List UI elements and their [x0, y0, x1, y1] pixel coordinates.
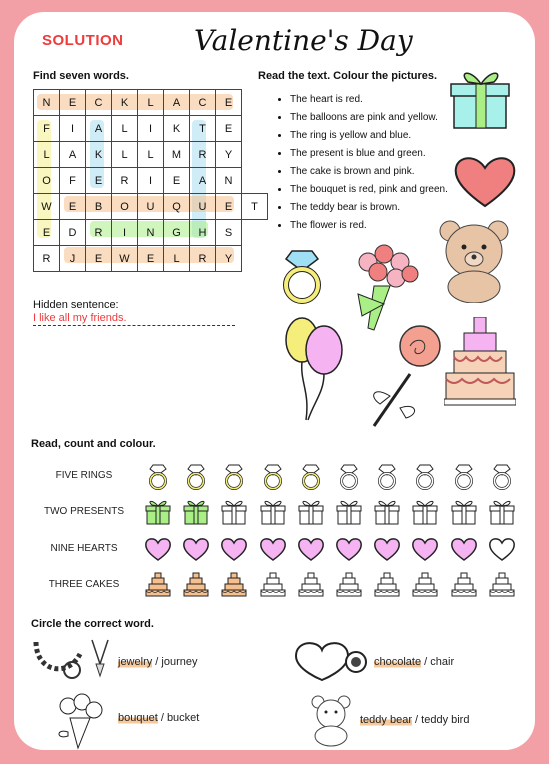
ring-icon[interactable]: [182, 462, 210, 490]
cake-icon[interactable]: [373, 571, 401, 599]
bouquet-outline-picture: [50, 692, 110, 750]
cake-icon[interactable]: [411, 571, 439, 599]
wrong-word[interactable]: bucket: [166, 712, 200, 724]
rose-picture[interactable]: [360, 324, 444, 430]
grid-cell[interactable]: D: [60, 220, 86, 246]
list-item: • The heart is red.: [290, 91, 448, 109]
grid-cell[interactable]: U: [190, 194, 216, 220]
grid-cell[interactable]: R: [34, 246, 60, 272]
cake-icon[interactable]: [297, 571, 325, 599]
grid-cell[interactable]: K: [164, 116, 190, 142]
grid-cell[interactable]: T: [242, 194, 268, 220]
ring-icon[interactable]: [297, 462, 325, 490]
grid-cell[interactable]: E: [216, 90, 242, 116]
list-item: • The teddy bear is brown.: [290, 199, 448, 217]
grid-cell[interactable]: I: [60, 116, 86, 142]
heart-icon[interactable]: [144, 535, 172, 563]
grid-cell[interactable]: I: [112, 220, 138, 246]
wrong-word[interactable]: teddy bird: [421, 714, 470, 726]
heart-picture[interactable]: [452, 152, 518, 210]
gift-icon[interactable]: [488, 498, 516, 526]
chocolate-box-picture: [292, 636, 372, 684]
grid-cell[interactable]: Q: [164, 194, 190, 220]
cake-icon[interactable]: [450, 571, 478, 599]
count-row-label: TWO PRESENTS: [43, 506, 124, 517]
grid-cell[interactable]: J: [60, 246, 86, 272]
gift-icon[interactable]: [411, 498, 439, 526]
correct-word[interactable]: jewelry: [118, 656, 153, 668]
ring-picture[interactable]: [278, 245, 326, 305]
grid-row: [34, 246, 268, 272]
grid-cell[interactable]: R: [190, 246, 216, 272]
wrong-word[interactable]: journey: [161, 656, 198, 668]
word-choice-bouquet[interactable]: [118, 712, 199, 724]
grid-cell[interactable]: R: [112, 168, 138, 194]
grid-cell[interactable]: O: [112, 194, 138, 220]
gift-icon[interactable]: [182, 498, 210, 526]
ring-icon[interactable]: [220, 462, 248, 490]
heart-icon[interactable]: [259, 535, 287, 563]
necklace-picture: [28, 632, 112, 680]
grid-row: [34, 168, 268, 194]
word-choice-teddy-bear[interactable]: [360, 714, 469, 726]
grid-cell[interactable]: I: [138, 116, 164, 142]
grid-cell[interactable]: A: [164, 90, 190, 116]
reading-list: [274, 91, 448, 235]
grid-cell[interactable]: A: [190, 168, 216, 194]
solution-label: SOLUTION: [42, 32, 124, 49]
grid-cell[interactable]: U: [138, 194, 164, 220]
hidden-sentence-label: Hidden sentence:: [33, 299, 119, 311]
worksheet: [14, 12, 535, 750]
grid-cell[interactable]: K: [112, 90, 138, 116]
gift-icon[interactable]: [335, 498, 363, 526]
wrong-word[interactable]: chair: [430, 656, 455, 668]
grid-row: [34, 142, 268, 168]
ring-icon[interactable]: [144, 462, 172, 490]
cake-icon[interactable]: [335, 571, 363, 599]
grid-cell[interactable]: B: [86, 194, 112, 220]
grid-cell[interactable]: E: [86, 168, 112, 194]
ring-icon[interactable]: [259, 462, 287, 490]
word-separator: /: [421, 656, 431, 668]
grid-row: [34, 194, 268, 220]
grid-cell[interactable]: C: [86, 90, 112, 116]
grid-cell[interactable]: E: [60, 90, 86, 116]
grid-cell[interactable]: L: [138, 90, 164, 116]
reading-header: Read the text. Colour the pictures.: [258, 70, 438, 82]
grid-row: [34, 90, 268, 116]
list-item: • The flower is red.: [290, 217, 448, 235]
cake-icon[interactable]: [220, 571, 248, 599]
grid-cell[interactable]: N: [34, 90, 60, 116]
grid-cell[interactable]: E: [34, 220, 60, 246]
grid-cell[interactable]: E: [138, 246, 164, 272]
list-item: • The ring is yellow and blue.: [290, 127, 448, 145]
grid-cell[interactable]: L: [164, 246, 190, 272]
cake-picture[interactable]: [444, 317, 516, 407]
count-row-label: FIVE RINGS: [55, 470, 113, 481]
grid-cell[interactable]: R: [86, 220, 112, 246]
word-separator: /: [152, 656, 162, 668]
grid-cell[interactable]: L: [112, 116, 138, 142]
grid-cell[interactable]: K: [86, 142, 112, 168]
count-row-label: THREE CAKES: [48, 579, 120, 590]
counting-header: Read, count and colour.: [31, 438, 156, 450]
cake-icon[interactable]: [259, 571, 287, 599]
count-row-label: NINE HEARTS: [50, 543, 118, 554]
page-title: Valentine's Day: [194, 24, 413, 57]
cake-icon[interactable]: [182, 571, 210, 599]
heart-icon[interactable]: [335, 535, 363, 563]
correct-word[interactable]: chocolate: [374, 656, 422, 668]
heart-icon[interactable]: [411, 535, 439, 563]
grid-cell[interactable]: T: [190, 116, 216, 142]
grid-cell[interactable]: R: [190, 142, 216, 168]
correct-word[interactable]: bouquet: [118, 712, 158, 724]
word-choice-jewelry[interactable]: [118, 656, 197, 668]
grid-cell[interactable]: Y: [216, 246, 242, 272]
grid-row: [34, 220, 268, 246]
heart-icon[interactable]: [450, 535, 478, 563]
correct-word[interactable]: teddy bear: [360, 714, 412, 726]
gift-icon[interactable]: [297, 498, 325, 526]
grid-cell[interactable]: W: [112, 246, 138, 272]
grid-cell[interactable]: W: [34, 194, 60, 220]
wordsearch-header: Find seven words.: [33, 70, 129, 82]
grid-cell[interactable]: A: [86, 116, 112, 142]
grid-cell[interactable]: N: [216, 168, 242, 194]
present-picture[interactable]: [450, 66, 512, 132]
grid-cell[interactable]: F: [34, 116, 60, 142]
gift-icon[interactable]: [220, 498, 248, 526]
grid-cell[interactable]: E: [216, 116, 242, 142]
word-separator: /: [157, 712, 167, 724]
grid-cell[interactable]: L: [112, 142, 138, 168]
heart-icon[interactable]: [182, 535, 210, 563]
ring-icon[interactable]: [450, 462, 478, 490]
grid-cell[interactable]: C: [190, 90, 216, 116]
teddy-bear-picture[interactable]: [432, 217, 516, 303]
heart-icon[interactable]: [297, 535, 325, 563]
balloons-picture[interactable]: [280, 312, 356, 422]
grid-cell[interactable]: E: [86, 246, 112, 272]
grid-cell[interactable]: Y: [216, 142, 242, 168]
grid-cell[interactable]: E: [164, 168, 190, 194]
grid-row: [34, 116, 268, 142]
gift-icon[interactable]: [450, 498, 478, 526]
grid-cell[interactable]: L: [138, 142, 164, 168]
word-search-grid: [33, 89, 268, 272]
ring-icon[interactable]: [373, 462, 401, 490]
grid-cell[interactable]: O: [34, 168, 60, 194]
cake-icon[interactable]: [488, 571, 516, 599]
gift-icon[interactable]: [373, 498, 401, 526]
grid-cell[interactable]: S: [216, 220, 242, 246]
bouquet-picture[interactable]: [344, 234, 426, 334]
ring-icon[interactable]: [488, 462, 516, 490]
list-item: • The balloons are pink and yellow.: [290, 109, 448, 127]
cake-icon[interactable]: [144, 571, 172, 599]
grid-cell[interactable]: E: [216, 194, 242, 220]
teddy-bear-outline-picture: [306, 692, 356, 748]
list-item: • The bouquet is red, pink and green.: [290, 181, 448, 199]
hidden-sentence-answer[interactable]: I like all my friends.: [33, 312, 235, 326]
grid-cell[interactable]: N: [138, 220, 164, 246]
word-separator: /: [411, 714, 422, 726]
grid-cell[interactable]: M: [164, 142, 190, 168]
heart-icon[interactable]: [220, 535, 248, 563]
word-choice-chocolate[interactable]: [374, 656, 454, 668]
circle-header: Circle the correct word.: [31, 618, 154, 630]
list-item: • The present is blue and green.: [290, 145, 448, 163]
grid-cell[interactable]: A: [60, 142, 86, 168]
ring-icon[interactable]: [411, 462, 439, 490]
heart-icon[interactable]: [488, 535, 516, 563]
grid-cell[interactable]: E: [60, 194, 86, 220]
grid-cell[interactable]: F: [60, 168, 86, 194]
heart-icon[interactable]: [373, 535, 401, 563]
grid-cell[interactable]: L: [34, 142, 60, 168]
gift-icon[interactable]: [144, 498, 172, 526]
ring-icon[interactable]: [335, 462, 363, 490]
grid-cell[interactable]: H: [190, 220, 216, 246]
grid-cell[interactable]: I: [138, 168, 164, 194]
list-item: • The cake is brown and pink.: [290, 163, 448, 181]
gift-icon[interactable]: [259, 498, 287, 526]
grid-cell[interactable]: G: [164, 220, 190, 246]
